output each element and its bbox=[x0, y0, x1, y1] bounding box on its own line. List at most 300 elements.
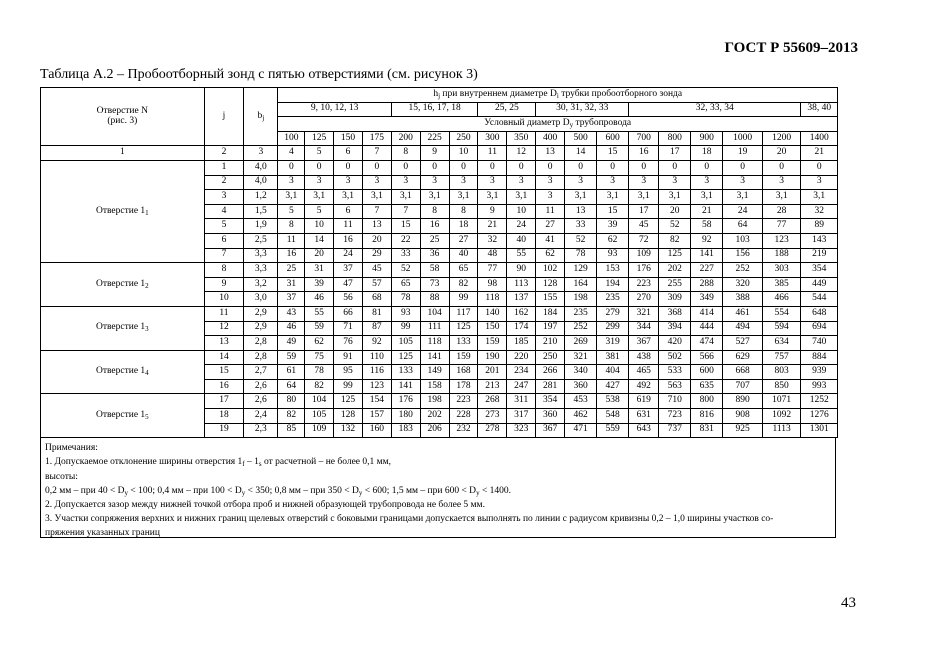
nominal-diameter-cell: 225 bbox=[420, 131, 449, 146]
table-cell: 32 bbox=[478, 233, 507, 248]
table-cell: 266 bbox=[536, 365, 565, 380]
table-cell: 78 bbox=[305, 365, 334, 380]
table-cell: 3,1 bbox=[762, 190, 801, 205]
note-3: 3. Участки сопряжения верхних и нижних границ щелевых отверстий с боковыми границами допускается выполнять по линии с радиусом кривизны 0,2 – 1,0 ширины участков со- bbox=[45, 514, 774, 525]
table-cell: 3 bbox=[362, 175, 391, 190]
table-cell: 82 bbox=[305, 379, 334, 394]
table-cell: 629 bbox=[723, 350, 763, 365]
table-cell: 12 bbox=[204, 321, 244, 336]
table-cell: 367 bbox=[629, 336, 659, 351]
column-number-cell: 9 bbox=[420, 146, 449, 161]
table-cell: 52 bbox=[565, 233, 597, 248]
table-cell: 89 bbox=[801, 219, 838, 234]
table-cell: 0 bbox=[762, 160, 801, 175]
table-cell: 227 bbox=[691, 263, 723, 278]
table-cell: 62 bbox=[305, 336, 334, 351]
table-cell: 125 bbox=[391, 350, 420, 365]
table-cell: 394 bbox=[659, 321, 691, 336]
table-cell: 77 bbox=[478, 263, 507, 278]
table-cell: 45 bbox=[362, 263, 391, 278]
table-cell: 133 bbox=[449, 336, 478, 351]
table-cell: 3,1 bbox=[278, 190, 305, 205]
table-cell: 15 bbox=[391, 219, 420, 234]
table-cell: 32 bbox=[801, 204, 838, 219]
table-cell: 9 bbox=[478, 204, 507, 219]
table-cell: 64 bbox=[723, 219, 763, 234]
table-cell: 250 bbox=[536, 350, 565, 365]
table-cell: 16 bbox=[278, 248, 305, 263]
table-cell: 150 bbox=[478, 321, 507, 336]
table-cell: 3,1 bbox=[362, 190, 391, 205]
table-cell: 59 bbox=[278, 350, 305, 365]
hole-group-label: Отверстие $1_5$ bbox=[41, 394, 205, 438]
table-cell: 141 bbox=[420, 350, 449, 365]
table-cell: 33 bbox=[391, 248, 420, 263]
table-cell: 466 bbox=[762, 292, 801, 307]
table-cell: 156 bbox=[723, 248, 763, 263]
table-cell: 3,1 bbox=[565, 190, 597, 205]
table-cell: 268 bbox=[478, 394, 507, 409]
table-cell: 18 bbox=[204, 409, 244, 424]
notes-title: Примечания: bbox=[45, 443, 98, 454]
table-cell: 270 bbox=[629, 292, 659, 307]
table-cell: 4,0 bbox=[244, 175, 278, 190]
nominal-diameter-cell: 350 bbox=[507, 131, 536, 146]
table-cell: 0 bbox=[391, 160, 420, 175]
table-cell: 554 bbox=[762, 306, 801, 321]
table-cell: 723 bbox=[659, 409, 691, 424]
table-cell: 3 bbox=[507, 175, 536, 190]
column-number-cell: 16 bbox=[629, 146, 659, 161]
table-cell: 16 bbox=[334, 233, 363, 248]
table-cell: 1071 bbox=[762, 394, 801, 409]
column-number-cell: 7 bbox=[362, 146, 391, 161]
table-cell: 354 bbox=[801, 263, 838, 278]
table-cell: 137 bbox=[507, 292, 536, 307]
table-cell: 128 bbox=[536, 277, 565, 292]
table-cell: 1,5 bbox=[244, 204, 278, 219]
table-cell: 223 bbox=[629, 277, 659, 292]
table-cell: 184 bbox=[536, 306, 565, 321]
column-number-cell: 1 bbox=[41, 146, 205, 161]
table-cell: 7 bbox=[204, 248, 244, 263]
table-cell: 3 bbox=[691, 175, 723, 190]
table-cell: 323 bbox=[507, 423, 536, 438]
nominal-diameter-cell: 700 bbox=[629, 131, 659, 146]
document-header: ГОСТ Р 55609–2013 bbox=[724, 40, 858, 56]
nominal-diameter-cell: 1000 bbox=[723, 131, 763, 146]
table-cell: 201 bbox=[478, 365, 507, 380]
table-cell: 234 bbox=[507, 365, 536, 380]
table-cell: 65 bbox=[391, 277, 420, 292]
table-cell: 56 bbox=[334, 292, 363, 307]
table-cell: 82 bbox=[659, 233, 691, 248]
table-cell: 141 bbox=[391, 379, 420, 394]
table-cell: 18 bbox=[449, 219, 478, 234]
table-cell: 228 bbox=[449, 409, 478, 424]
table-cell: 27 bbox=[536, 219, 565, 234]
table-cell: 2,5 bbox=[244, 233, 278, 248]
table-cell: 3,1 bbox=[478, 190, 507, 205]
table-cell: 13 bbox=[204, 336, 244, 351]
table-cell: 210 bbox=[536, 336, 565, 351]
table-cell: 2,4 bbox=[244, 409, 278, 424]
table-cell: 213 bbox=[478, 379, 507, 394]
table-cell: 180 bbox=[391, 409, 420, 424]
table-cell: 27 bbox=[449, 233, 478, 248]
table-cell: 116 bbox=[362, 365, 391, 380]
table-cell: 0 bbox=[507, 160, 536, 175]
table-cell: 3 bbox=[305, 175, 334, 190]
hole-group-label: Отверстие $1_1$ bbox=[41, 160, 205, 262]
table-cell: 223 bbox=[449, 394, 478, 409]
table-cell: 66 bbox=[334, 306, 363, 321]
table-cell: 5 bbox=[305, 204, 334, 219]
inner-diameter-group: 9, 10, 12, 13 bbox=[278, 102, 391, 117]
nominal-diameter-cell: 100 bbox=[278, 131, 305, 146]
table-cell: 737 bbox=[659, 423, 691, 438]
table-cell: 162 bbox=[507, 306, 536, 321]
header-b: $b_j$ bbox=[244, 88, 278, 146]
table-cell: 4,0 bbox=[244, 160, 278, 175]
table-cell: 502 bbox=[659, 350, 691, 365]
table-cell: 5 bbox=[278, 204, 305, 219]
table-cell: 492 bbox=[629, 379, 659, 394]
table-row bbox=[41, 394, 838, 409]
table-cell: 427 bbox=[597, 379, 629, 394]
table-cell: 309 bbox=[659, 292, 691, 307]
table-cell: 105 bbox=[391, 336, 420, 351]
table-cell: 3 bbox=[629, 175, 659, 190]
table-cell: 2,7 bbox=[244, 365, 278, 380]
table-cell: 385 bbox=[762, 277, 801, 292]
column-number-cell: 8 bbox=[391, 146, 420, 161]
table-cell: 0 bbox=[565, 160, 597, 175]
table-cell: 527 bbox=[723, 336, 763, 351]
table-cell: 255 bbox=[659, 277, 691, 292]
table-cell: 360 bbox=[536, 409, 565, 424]
table-cell: 58 bbox=[420, 263, 449, 278]
nominal-diameter-title: Условный диаметр $D_y$ трубопровода bbox=[278, 117, 838, 132]
nominal-diameter-cell: 500 bbox=[565, 131, 597, 146]
table-cell: 3 bbox=[420, 175, 449, 190]
table-cell: 0 bbox=[801, 160, 838, 175]
table-cell: 125 bbox=[334, 394, 363, 409]
table-cell: 993 bbox=[801, 379, 838, 394]
table-cell: 235 bbox=[597, 292, 629, 307]
table-cell: 803 bbox=[762, 365, 801, 380]
table-cell: 6 bbox=[334, 204, 363, 219]
table-cell: 11 bbox=[536, 204, 565, 219]
hole-group-label: Отверстие $1_2$ bbox=[41, 263, 205, 307]
table-cell: 252 bbox=[565, 321, 597, 336]
table-cell: 36 bbox=[420, 248, 449, 263]
nominal-diameter-cell: 200 bbox=[391, 131, 420, 146]
table-cell: 354 bbox=[536, 394, 565, 409]
table-cell: 269 bbox=[565, 336, 597, 351]
table-cell: 41 bbox=[536, 233, 565, 248]
table-cell: 202 bbox=[420, 409, 449, 424]
table-cell: 3,1 bbox=[691, 190, 723, 205]
table-cell: 884 bbox=[801, 350, 838, 365]
table-cell: 125 bbox=[449, 321, 478, 336]
table-cell: 438 bbox=[629, 350, 659, 365]
table-cell: 93 bbox=[391, 306, 420, 321]
header-hole: Отверстие N (рис. 3) bbox=[41, 88, 205, 146]
table-cell: 76 bbox=[334, 336, 363, 351]
table-cell: 14 bbox=[305, 233, 334, 248]
table-cell: 0 bbox=[597, 160, 629, 175]
table-cell: 3 bbox=[659, 175, 691, 190]
table-cell: 92 bbox=[362, 336, 391, 351]
table-cell: 58 bbox=[691, 219, 723, 234]
table-cell: 544 bbox=[801, 292, 838, 307]
table-cell: 111 bbox=[420, 321, 449, 336]
table-cell: 1,9 bbox=[244, 219, 278, 234]
table-cell: 15 bbox=[597, 204, 629, 219]
table-cell: 319 bbox=[597, 336, 629, 351]
table-cell: 462 bbox=[565, 409, 597, 424]
table-cell: 16 bbox=[420, 219, 449, 234]
table-cell: 465 bbox=[629, 365, 659, 380]
table-cell: 178 bbox=[449, 379, 478, 394]
column-number-cell: 15 bbox=[597, 146, 629, 161]
table-cell: 81 bbox=[362, 306, 391, 321]
table-cell: 37 bbox=[334, 263, 363, 278]
table-cell: 288 bbox=[691, 277, 723, 292]
table-cell: 40 bbox=[449, 248, 478, 263]
table-cell: 3 bbox=[204, 190, 244, 205]
table-cell: 46 bbox=[278, 321, 305, 336]
table-cell: 65 bbox=[449, 263, 478, 278]
table-cell: 91 bbox=[334, 350, 363, 365]
table-cell: 64 bbox=[278, 379, 305, 394]
table-cell: 831 bbox=[691, 423, 723, 438]
inner-diameter-group: 15, 16, 17, 18 bbox=[391, 102, 478, 117]
table-cell: 3,1 bbox=[334, 190, 363, 205]
table-cell: 10 bbox=[204, 292, 244, 307]
column-number-cell: 12 bbox=[507, 146, 536, 161]
table-cell: 78 bbox=[391, 292, 420, 307]
page-number: 43 bbox=[841, 595, 856, 611]
table-cell: 82 bbox=[449, 277, 478, 292]
table-cell: 164 bbox=[565, 277, 597, 292]
table-cell: 247 bbox=[507, 379, 536, 394]
table-cell: 90 bbox=[507, 263, 536, 278]
table-cell: 548 bbox=[597, 409, 629, 424]
nominal-diameter-cell: 400 bbox=[536, 131, 565, 146]
table-cell: 17 bbox=[629, 204, 659, 219]
table-cell: 25 bbox=[278, 263, 305, 278]
column-number-cell: 18 bbox=[691, 146, 723, 161]
table-cell: 157 bbox=[362, 409, 391, 424]
table-cell: 11 bbox=[204, 306, 244, 321]
table-cell: 3,1 bbox=[305, 190, 334, 205]
table-cell: 25 bbox=[420, 233, 449, 248]
table-cell: 340 bbox=[565, 365, 597, 380]
table-cell: 87 bbox=[362, 321, 391, 336]
table-cell: 20 bbox=[659, 204, 691, 219]
table-cell: 198 bbox=[420, 394, 449, 409]
nominal-diameter-cell: 600 bbox=[597, 131, 629, 146]
table-cell: 303 bbox=[762, 263, 801, 278]
table-cell: 367 bbox=[536, 423, 565, 438]
table-cell: 99 bbox=[449, 292, 478, 307]
table-cell: 1 bbox=[204, 160, 244, 175]
table-cell: 232 bbox=[449, 423, 478, 438]
table-cell: 77 bbox=[762, 219, 801, 234]
table-cell: 321 bbox=[565, 350, 597, 365]
table-cell: 82 bbox=[278, 409, 305, 424]
table-cell: 908 bbox=[723, 409, 763, 424]
column-number-cell: 3 bbox=[244, 146, 278, 161]
table-cell: 474 bbox=[691, 336, 723, 351]
table-cell: 816 bbox=[691, 409, 723, 424]
table-cell: 143 bbox=[801, 233, 838, 248]
table-cell: 16 bbox=[204, 379, 244, 394]
table-cell: 3 bbox=[723, 175, 763, 190]
table-cell: 123 bbox=[762, 233, 801, 248]
table-cell: 0 bbox=[334, 160, 363, 175]
table-cell: 59 bbox=[305, 321, 334, 336]
table-cell: 78 bbox=[565, 248, 597, 263]
note-1-heights: высоты: bbox=[45, 471, 78, 482]
table-cell: 154 bbox=[362, 394, 391, 409]
table-cell: 634 bbox=[762, 336, 801, 351]
table-cell: 19 bbox=[204, 423, 244, 438]
table-cell: 0 bbox=[659, 160, 691, 175]
table-cell: 471 bbox=[565, 423, 597, 438]
table-container bbox=[40, 87, 838, 538]
table-cell: 132 bbox=[334, 423, 363, 438]
table-cell: 198 bbox=[565, 292, 597, 307]
table-cell: 158 bbox=[420, 379, 449, 394]
table-cell: 648 bbox=[801, 306, 838, 321]
table-cell: 88 bbox=[420, 292, 449, 307]
table-cell: 185 bbox=[507, 336, 536, 351]
table-cell: 1092 bbox=[762, 409, 801, 424]
table-cell: 68 bbox=[362, 292, 391, 307]
table-cell: 102 bbox=[536, 263, 565, 278]
table-cell: 566 bbox=[691, 350, 723, 365]
table-cell: 3,1 bbox=[723, 190, 763, 205]
inner-diameter-group: 32, 33, 34 bbox=[629, 102, 801, 117]
table-cell: 563 bbox=[659, 379, 691, 394]
table-cell: 9 bbox=[204, 277, 244, 292]
table-cell: 197 bbox=[536, 321, 565, 336]
table-cell: 279 bbox=[597, 306, 629, 321]
table-cell: 3 bbox=[334, 175, 363, 190]
table-cell: 3 bbox=[801, 175, 838, 190]
table-cell: 95 bbox=[334, 365, 363, 380]
column-number-cell: 20 bbox=[762, 146, 801, 161]
column-number-cell: 6 bbox=[334, 146, 363, 161]
table-cell: 635 bbox=[691, 379, 723, 394]
column-number-cell: 5 bbox=[305, 146, 334, 161]
table-cell: 0 bbox=[449, 160, 478, 175]
table-cell: 3,2 bbox=[244, 277, 278, 292]
column-number-cell: 13 bbox=[536, 146, 565, 161]
table-cell: 368 bbox=[659, 306, 691, 321]
table-cell: 39 bbox=[597, 219, 629, 234]
table-cell: 925 bbox=[723, 423, 763, 438]
table-cell: 105 bbox=[305, 409, 334, 424]
table-cell: 159 bbox=[478, 336, 507, 351]
header-h-title: $h_j$ при внутреннем диаметре $D_i$ трубки пробоотборного зонда bbox=[278, 88, 838, 103]
table-cell: 1276 bbox=[801, 409, 838, 424]
table-cell: 17 bbox=[204, 394, 244, 409]
nominal-diameter-cell: 125 bbox=[305, 131, 334, 146]
table-cell: 3,1 bbox=[420, 190, 449, 205]
table-cell: 694 bbox=[801, 321, 838, 336]
table-cell: 360 bbox=[565, 379, 597, 394]
table-row bbox=[41, 350, 838, 365]
table-cell: 0 bbox=[691, 160, 723, 175]
column-number-cell: 4 bbox=[278, 146, 305, 161]
column-number-cell: 14 bbox=[565, 146, 597, 161]
note-1: 1. Допускаемое отклонение ширины отверстия $1_f - 1_s$ от расчетной – не более 0,1 мм, bbox=[45, 457, 392, 469]
table-cell: 28 bbox=[762, 204, 801, 219]
table-cell: 740 bbox=[801, 336, 838, 351]
table-cell: 10 bbox=[305, 219, 334, 234]
table-cell: 494 bbox=[723, 321, 763, 336]
table-cell: 123 bbox=[362, 379, 391, 394]
table-cell: 110 bbox=[362, 350, 391, 365]
note-1-ranges: 0,2 мм – при $40 < D_y < 100$; 0,4 мм – при $100 < D_y < 350$; 0,8 мм – при $350 < D_y < 600$; 1,5 мм – при $600 < D_y < 1400$. bbox=[45, 485, 512, 497]
table-cell: 194 bbox=[597, 277, 629, 292]
table-cell: 594 bbox=[762, 321, 801, 336]
table-cell: 444 bbox=[691, 321, 723, 336]
table-cell: 62 bbox=[597, 233, 629, 248]
table-cell: 6 bbox=[204, 233, 244, 248]
table-cell: 141 bbox=[691, 248, 723, 263]
table-cell: 533 bbox=[659, 365, 691, 380]
table-cell: 939 bbox=[801, 365, 838, 380]
table-cell: 0 bbox=[478, 160, 507, 175]
table-cell: 99 bbox=[334, 379, 363, 394]
table-cell: 11 bbox=[334, 219, 363, 234]
probe-table bbox=[40, 87, 838, 438]
table-cell: 61 bbox=[278, 365, 305, 380]
table-cell: 1113 bbox=[762, 423, 801, 438]
table-cell: 3 bbox=[565, 175, 597, 190]
table-cell: 160 bbox=[362, 423, 391, 438]
table-cell: 24 bbox=[507, 219, 536, 234]
table-cell: 206 bbox=[420, 423, 449, 438]
table-cell: 149 bbox=[420, 365, 449, 380]
table-cell: 117 bbox=[449, 306, 478, 321]
table-cell: 85 bbox=[278, 423, 305, 438]
table-cell: 3 bbox=[391, 175, 420, 190]
table-cell: 176 bbox=[391, 394, 420, 409]
column-number-cell: 19 bbox=[723, 146, 763, 161]
table-cell: 188 bbox=[762, 248, 801, 263]
table-cell: 113 bbox=[507, 277, 536, 292]
table-cell: 133 bbox=[391, 365, 420, 380]
table-cell: 98 bbox=[478, 277, 507, 292]
table-row bbox=[41, 306, 838, 321]
table-cell: 619 bbox=[629, 394, 659, 409]
table-cell: 890 bbox=[723, 394, 763, 409]
table-cell: 388 bbox=[723, 292, 763, 307]
table-cell: 52 bbox=[659, 219, 691, 234]
table-cell: 757 bbox=[762, 350, 801, 365]
table-cell: 45 bbox=[629, 219, 659, 234]
table-cell: 99 bbox=[391, 321, 420, 336]
table-cell: 183 bbox=[391, 423, 420, 438]
table-cell: 220 bbox=[507, 350, 536, 365]
table-row bbox=[41, 160, 838, 175]
